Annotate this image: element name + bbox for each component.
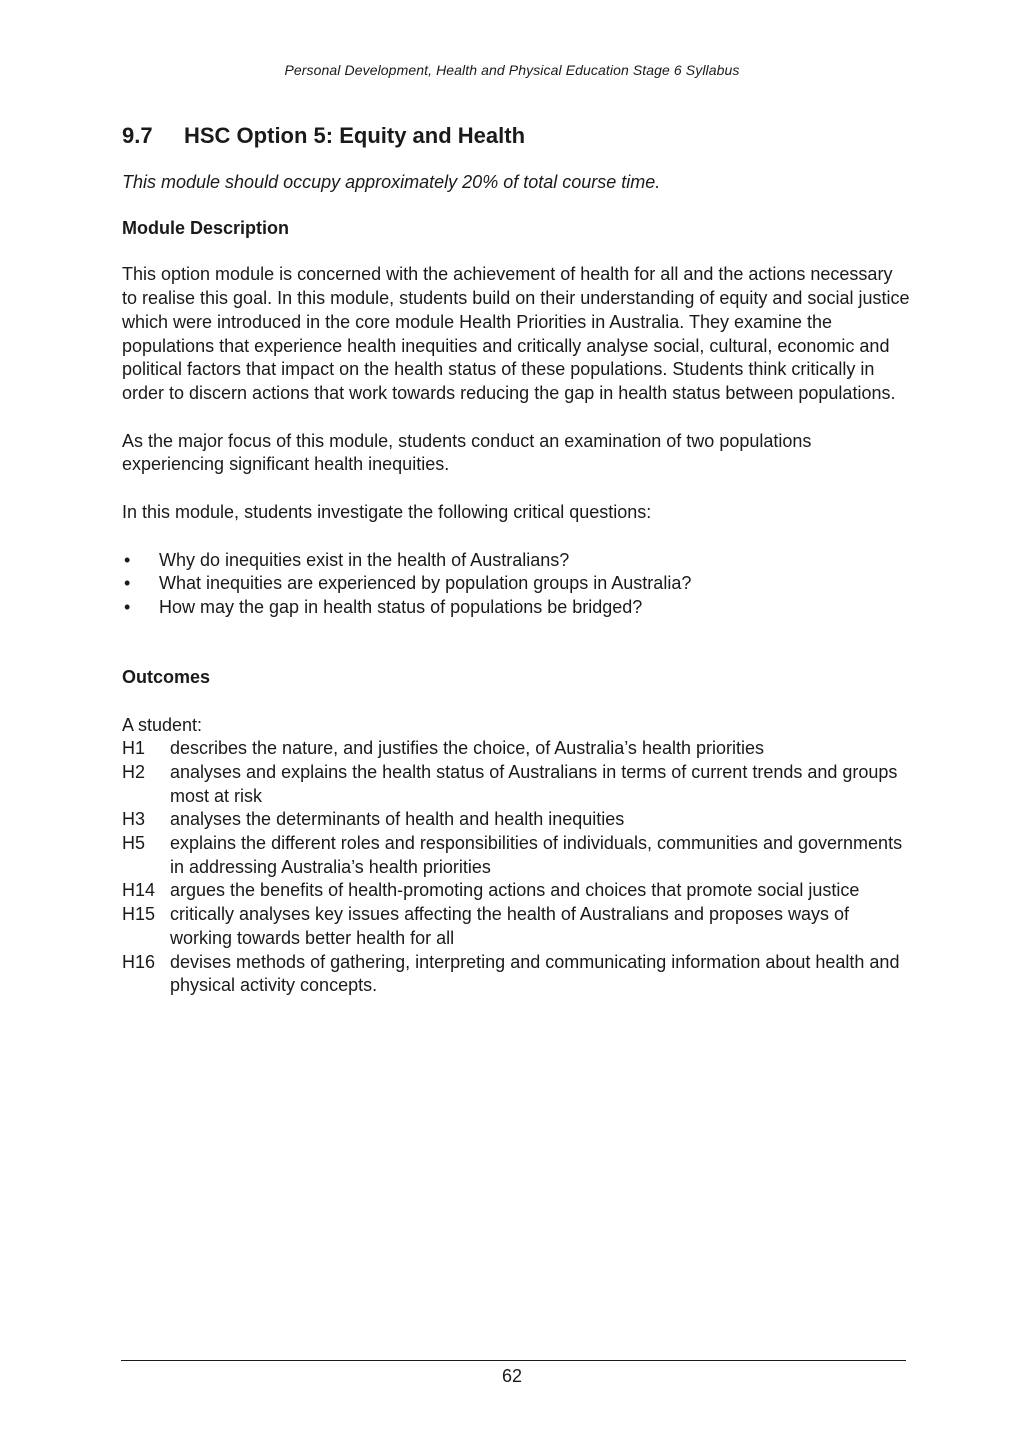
outcome-item — [122, 903, 912, 950]
outcome-item — [122, 737, 912, 761]
module-description-paragraph-1: This option module is concerned with the achievement of health for all and the actions necessary to realise this goal. In this module, students build on their understanding of equity and social justice which were introduced in the core module Health Priorities in Australia. They examine the populations that experience health inequities and critically analyse social, cultural, economic and political factors that impact on the health status of these populations. Students think critically in order to discern actions that work towards reducing the gap in health status between populations. — [122, 264, 910, 403]
outcome-item — [122, 951, 912, 998]
footer-divider — [121, 1360, 906, 1361]
question-text: How may the gap in health status of populations be bridged? — [159, 597, 643, 618]
outcome-code: H14 — [122, 880, 156, 901]
outcome-text: critically analyses key issues affecting the health of Australians and proposes ways of working towards better health for all — [170, 904, 850, 948]
outcomes-list — [122, 737, 912, 998]
bullet-icon: • — [124, 597, 131, 618]
outcome-text: devises methods of gathering, interpreting and communicating information about health and physical activity concepts. — [170, 951, 900, 996]
outcomes-heading: Outcomes — [122, 666, 211, 687]
module-description-paragraph-2: As the major focus of this module, students conduct an examination of two populations experiencing significant health inequities. — [122, 430, 812, 475]
section-number: 9.7 — [122, 123, 153, 148]
section-title — [122, 121, 912, 151]
outcome-item — [122, 808, 912, 832]
list-item — [122, 596, 912, 620]
outcomes-intro: A student: — [122, 714, 203, 735]
outcome-item — [122, 832, 912, 879]
time-allocation-note: This module should occupy approximately 20% of total course time. — [122, 172, 661, 192]
outcome-code: H3 — [122, 809, 146, 830]
question-text: Why do inequities exist in the health of Australians? — [159, 549, 570, 570]
outcome-text: analyses the determinants of health and health inequities — [170, 809, 625, 830]
outcome-code: H5 — [122, 833, 146, 854]
outcome-code: H2 — [122, 761, 146, 782]
outcome-item — [122, 761, 912, 808]
running-header: Personal Development, Health and Physical Education Stage 6 Syllabus — [284, 62, 740, 78]
page-content — [122, 121, 912, 998]
outcome-item — [122, 879, 912, 903]
outcome-text: describes the nature, and justifies the choice, of Australia’s health priorities — [170, 738, 764, 759]
outcome-text: analyses and explains the health status of Australians in terms of current trends and groups most at risk — [170, 761, 898, 806]
list-item — [122, 572, 912, 596]
outcome-code: H15 — [122, 904, 156, 925]
module-description-paragraph-3: In this module, students investigate the following critical questions: — [122, 502, 652, 523]
page-number: 62 — [501, 1366, 523, 1386]
critical-questions-list — [122, 549, 912, 620]
outcome-code: H16 — [122, 951, 156, 972]
outcome-code: H1 — [122, 738, 146, 759]
question-text: What inequities are experienced by population groups in Australia? — [159, 573, 692, 594]
bullet-icon: • — [124, 549, 131, 570]
outcome-text: argues the benefits of health-promoting actions and choices that promote social justice — [170, 880, 860, 901]
list-item — [122, 549, 912, 573]
outcome-text: explains the different roles and responsibilities of individuals, communities and governments in addressing Australia’s health priorities — [170, 833, 903, 877]
module-description-heading: Module Description — [122, 217, 290, 238]
bullet-icon: • — [124, 573, 131, 594]
section-title-text: HSC Option 5: Equity and Health — [184, 123, 526, 148]
